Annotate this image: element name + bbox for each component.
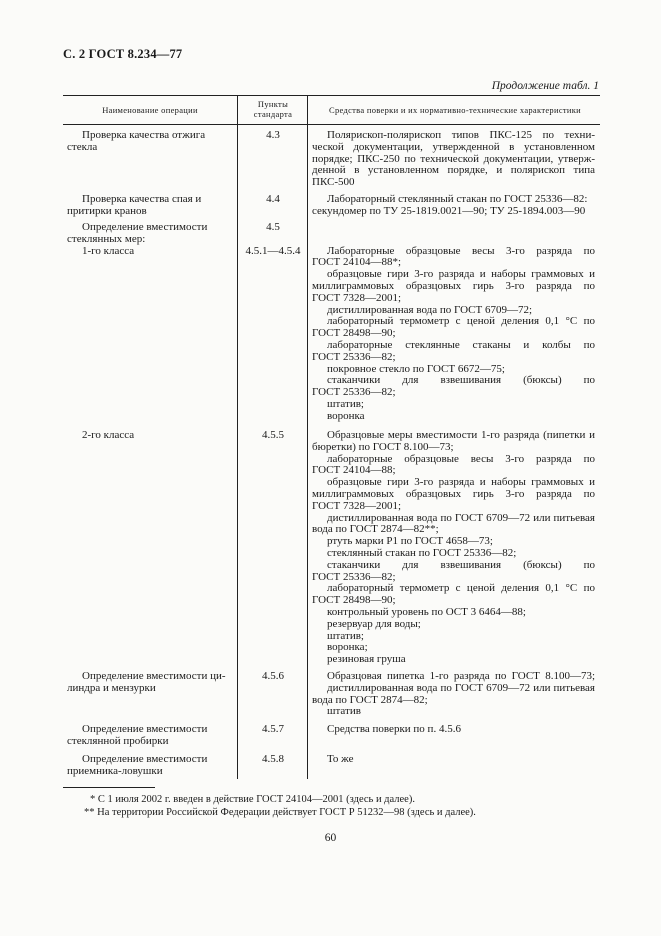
footnote-1-mark: * <box>90 794 96 805</box>
operation-line: 2-го класса <box>82 429 135 441</box>
table-top-rule <box>63 95 600 96</box>
means-line: Образцовая пипетка 1-го разряда по ГОСТ 8.100—73; <box>327 670 595 682</box>
operation-line: стеклянной пробирки <box>67 734 169 747</box>
means-line: штатив; <box>327 397 364 410</box>
means-line: ГОСТ 25336—82; <box>312 386 396 399</box>
means-line: стеклянный стакан по ГОСТ 25336—82; <box>327 546 517 559</box>
means-line: лабораторные образцовые весы 3-го разряда по <box>327 452 595 465</box>
means-line: штатив <box>327 705 361 718</box>
clause-cell <box>241 754 305 766</box>
means-line: ГОСТ 28498—90; <box>312 594 396 607</box>
means-line: воронка; <box>327 641 368 654</box>
table-continuation-label: Продолжение табл. 1 <box>491 80 599 92</box>
means-cell <box>312 671 595 718</box>
means-line: ПКС-500 <box>312 176 355 189</box>
means-line: ГОСТ 24104—88*; <box>312 256 402 269</box>
operation-cell <box>67 430 235 442</box>
means-line: резервуар для воды; <box>327 617 421 630</box>
means-line: образцовые гири 3-го разряда и наборы граммовых и <box>327 268 595 281</box>
means-line: Образцовые меры вместимости 1-го разряда (пипетки и <box>327 429 595 441</box>
means-cell <box>312 130 595 189</box>
clause-number: 4.5.7 <box>262 723 284 735</box>
operation-line: Проверка качества спая и <box>82 193 202 205</box>
means-line: вода по ГОСТ 2874—82; <box>312 693 428 706</box>
operation-line: Определение вместимости ци- <box>82 670 226 682</box>
means-line: Полярископ-полярископ типов ПКС-125 по техни- <box>327 129 595 141</box>
clause-number: 4.5.8 <box>262 753 284 765</box>
means-line: Лабораторный стеклянный стакан по ГОСТ 25336—82: <box>327 193 588 205</box>
column-header-clauses: Пункты стандарта <box>253 99 293 119</box>
clause-cell <box>241 430 305 442</box>
clause-number: 4.4 <box>266 193 280 205</box>
means-line: образцовые гири 3-го разряда и наборы граммовых и <box>327 476 595 489</box>
page-number: 60 <box>324 832 337 844</box>
operation-cell <box>67 194 235 218</box>
means-line: лабораторный термометр с ценой деления 0,1 °С по <box>327 582 595 595</box>
means-line: контрольный уровень по ОСТ 3 6464—88; <box>327 605 526 618</box>
operation-line: Определение вместимости <box>82 723 208 735</box>
means-line: ГОСТ 25336—82; <box>312 570 396 583</box>
means-line: ртуть марки Р1 по ГОСТ 4658—73; <box>327 535 493 548</box>
column-header-means: Средства поверки и их нормативно-технические характеристики <box>328 105 582 115</box>
clause-number: 4.5 <box>266 221 280 233</box>
clause-cell <box>241 724 305 736</box>
means-line: вода по ГОСТ 2874—82**; <box>312 523 439 536</box>
operation-line: линдра и мензурки <box>67 681 156 694</box>
means-line: ГОСТ 25336—82; <box>312 350 396 363</box>
operation-line: стеклянных мер: <box>67 232 146 245</box>
means-line: бюретки) по ГОСТ 8.100—73; <box>312 440 454 453</box>
operation-line: Проверка качества отжига <box>82 129 206 141</box>
means-line: ГОСТ 7328—2001; <box>312 499 402 512</box>
means-line: стаканчики для взвешивания (бюксы) по <box>327 558 595 571</box>
footnote-2 <box>84 806 476 819</box>
operation-cell <box>67 671 235 695</box>
means-line: дистиллированная вода по ГОСТ 6709—72; <box>327 303 533 316</box>
means-line: дистиллированная вода по ГОСТ 6709—72 или питьевая <box>327 511 595 524</box>
footnote-1 <box>90 793 415 806</box>
operation-line: стекла <box>67 140 98 153</box>
means-line: ческой документации, утвержденной в установленном <box>312 140 595 153</box>
means-line: ГОСТ 28498—90; <box>312 327 396 340</box>
column-divider-1 <box>237 95 238 779</box>
means-line: стаканчики для взвешивания (бюксы) по <box>327 374 595 387</box>
footnote-2-text: На территории Российской Федерации действует ГОСТ Р 51232—98 (здесь и далее). <box>97 807 476 818</box>
operation-cell <box>67 130 235 154</box>
operation-cell <box>67 724 235 748</box>
operation-line: 1-го класса <box>82 244 135 257</box>
means-line: покровное стекло по ГОСТ 6672—75; <box>327 362 505 375</box>
means-line: ГОСТ 24104—88; <box>312 464 396 477</box>
operation-cell <box>67 222 235 257</box>
means-line: порядке; ПКС-250 по технической документации, утверж- <box>312 152 595 165</box>
means-line: ГОСТ 7328—2001; <box>312 291 402 304</box>
footnote-rule <box>63 787 155 788</box>
clause-cell <box>241 194 305 206</box>
clause-number: 4.5.5 <box>262 429 284 441</box>
means-cell <box>312 430 595 666</box>
means-line: резиновая груша <box>327 653 406 666</box>
operation-line: притирки кранов <box>67 204 147 217</box>
operation-cell <box>67 754 235 778</box>
means-line: денной в установленном порядке, и полярископ типа <box>312 164 595 177</box>
means-line: воронка <box>327 409 365 422</box>
means-line: лабораторные стеклянные стаканы и колбы по <box>327 338 595 351</box>
means-line: дистиллированная вода по ГОСТ 6709—72 или питьевая <box>327 681 595 694</box>
means-line: Лабораторные образцовые весы 3-го разряда по <box>327 244 595 257</box>
means-cell <box>312 246 595 423</box>
clause-cell <box>241 671 305 683</box>
means-line: штатив; <box>327 629 364 642</box>
operation-line: приемника-ловушки <box>67 764 163 777</box>
clause-number <box>241 234 305 246</box>
means-line: миллиграммовых образцовых гирь 3-го разряда по <box>312 279 595 292</box>
operation-line: Определение вместимости <box>82 753 208 765</box>
means-cell <box>312 724 595 736</box>
footnote-1-text: С 1 июля 2002 г. введен в действие ГОСТ 24104—2001 (здесь и далее). <box>97 794 415 805</box>
operation-line: Определение вместимости <box>82 221 208 233</box>
means-line: То же <box>327 753 354 765</box>
clause-number: 4.5.1—4.5.4 <box>245 244 301 257</box>
means-line: секундомер по ТУ 25-1819.0021—90; ТУ 25-1894.003—90 <box>312 204 586 217</box>
means-cell <box>312 754 595 766</box>
means-line: миллиграммовых образцовых гирь 3-го разряда по <box>312 487 595 500</box>
means-cell <box>312 194 595 218</box>
column-divider-2 <box>307 95 308 779</box>
means-line: лабораторный термометр с ценой деления 0,1 °С по <box>327 315 595 328</box>
clause-cell <box>241 130 305 142</box>
column-header-operation: Наименование операции <box>102 105 198 115</box>
table-header-rule <box>63 124 600 125</box>
page-header: С. 2 ГОСТ 8.234—77 <box>63 47 183 61</box>
means-line: Средства поверки по п. 4.5.6 <box>327 723 461 735</box>
clause-number: 4.5.6 <box>262 670 284 682</box>
footnote-2-mark: ** <box>84 807 95 818</box>
clause-cell <box>241 222 305 257</box>
clause-number: 4.3 <box>266 129 280 141</box>
